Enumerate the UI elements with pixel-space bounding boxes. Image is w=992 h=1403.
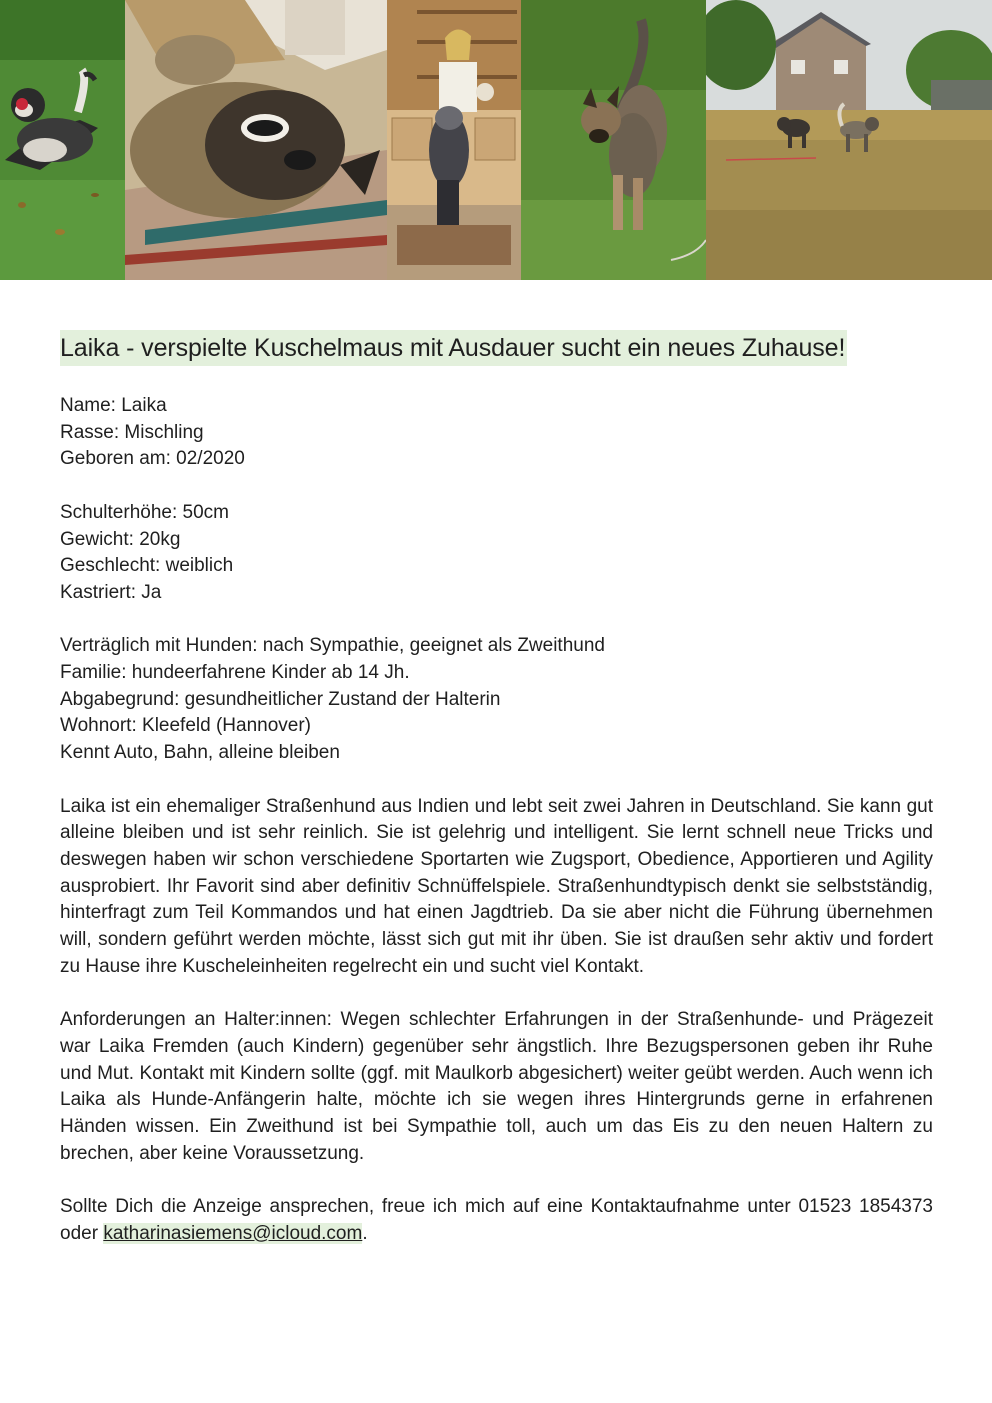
fact-shoulder-height: Schulterhöhe: 50cm [60,501,229,523]
fact-skills: Kennt Auto, Bahn, alleine bleiben [60,742,340,764]
fact-breed: Rasse: Mischling [60,421,204,443]
photo-dog-in-grass [521,0,706,280]
photo-two-dogs-on-field [706,0,992,280]
facts-compatibility [60,633,933,767]
photo-dog-on-rug [125,0,387,280]
fact-neutered: Kastriert: Ja [60,581,162,603]
photo-dog-on-grass [0,0,125,280]
fact-family: Familie: hundeerfahrene Kinder ab 14 Jh. [60,662,410,683]
fact-weight: Gewicht: 20kg [60,528,181,550]
fact-reason: Abgabegrund: gesundheitlicher Zustand der Halterin [60,688,501,710]
contact-paragraph [60,1194,933,1247]
contact-end: . [362,1222,368,1244]
listing-content [60,330,933,1274]
photo-woman-with-dog [387,0,521,280]
description-paragraph: Laika ist ein ehemaliger Straßenhund aus Indien und lebt seit zwei Jahren in Deutschland. Sie kann gut alleine bleiben und ist sehr reinlich. Sie ist gelehrig und intelligent. Sie lernt schnell neue Tricks und deswegen haben wir schon verschiedene Sportarten wie Zugsport, Obedience, Apportieren und Agility ausprobiert. Ihr Favorit sind aber definitiv Schnüffelspiele. Straßenhundtypisch denkt sie selbstständig, hinterfragt zum Teil Kommandos und hat einen Jagdtrieb. Da sie aber nicht die Führung übernehmen will, sondern geführt werden möchte, lässt sich gut mit ihr üben. Sie ist draußen sehr aktiv und fordert zu Hause ihre Kuscheleinheiten regelrecht ein und sucht viel Kontakt. [60,795,933,977]
fact-dog-compatibility: Verträglich mit Hunden: nach Sympathie, geeignet als Zweithund [60,635,605,657]
listing-title: Laika - verspielte Kuschelmaus mit Ausdauer sucht ein neues Zuhause! [60,330,847,366]
fact-birthdate: Geboren am: 02/2020 [60,448,245,470]
photo-strip [0,0,992,280]
facts-physical [60,500,933,607]
fact-sex: Geschlecht: weiblich [60,555,234,577]
fact-location: Wohnort: Kleefeld (Hannover) [60,715,311,737]
email-link[interactable]: katharinasiemens@icloud.com [103,1222,363,1244]
contact-text: Sollte Dich die Anzeige ansprechen, freue ich mich auf eine Kontaktaufnahme unter 01523 1854373 oder [60,1196,933,1244]
requirements-paragraph: Anforderungen an Halter:innen: Wegen schlechter Erfahrungen in der Straßenhunde- und Prägezeit war Laika Fremden (auch Kindern) gegenüber sehr ängstlich. Ihre Bezugspersonen geben ihr Ruhe und Mut. Kontakt mit Kindern sollte (ggf. mit Maulkorb abgesichert) weiter geübt werden. Auch wenn ich Laika als Hunde-Anfängerin halte, möchte ich sie wegen ihres Hintergrunds gerne in erfahrenen Händen wissen. Ein Zweithund ist bei Sympathie toll, auch um das Eis zu den neuen Haltern zu brechen, aber keine Voraussetzung. [60,1009,933,1164]
facts-basic [60,393,933,473]
fact-name: Name: Laika [60,395,167,416]
